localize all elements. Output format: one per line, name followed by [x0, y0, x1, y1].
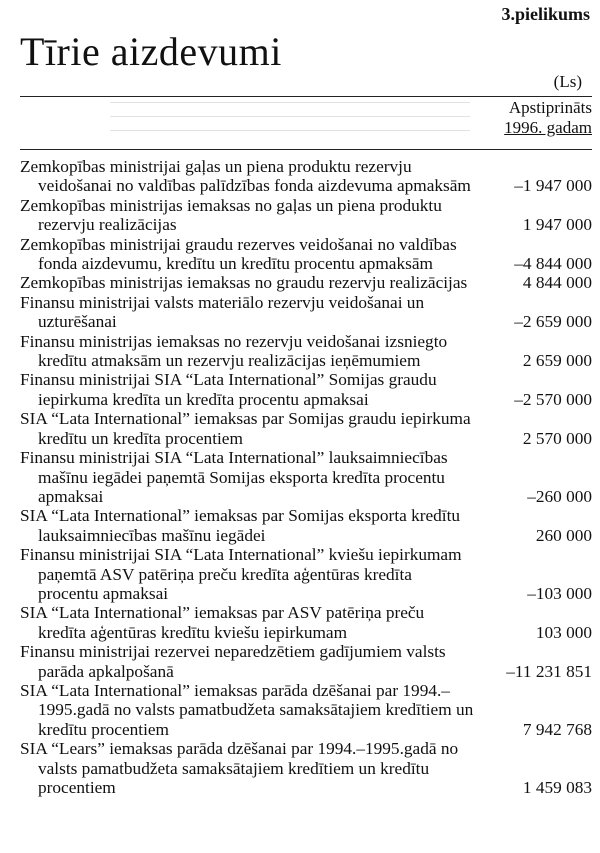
row-value: 7 942 768 — [522, 719, 592, 739]
row-description: Finansu ministrijai rezervei neparedzētiem gadījumiem valsts parāda apkalpošanā — [20, 642, 446, 681]
faded-print-artifact — [110, 102, 470, 144]
table-row — [20, 506, 592, 545]
row-value: –4 844 000 — [514, 254, 592, 274]
table-row — [20, 448, 592, 506]
row-value: –1 947 000 — [514, 176, 592, 196]
row-value: 2 570 000 — [522, 428, 592, 448]
table-row — [20, 642, 592, 681]
table-row — [20, 370, 592, 409]
table-row — [20, 332, 592, 371]
row-description: SIA “Lears” iemaksas parāda dzēšanai par 1994.–1995.gadā no valsts pamatbudžeta samaksātajiem kredītiem un kredītu procentiem — [20, 739, 459, 797]
table-row — [20, 196, 592, 235]
table-row — [20, 235, 592, 274]
row-description: SIA “Lata International” iemaksas par ASV patēriņa preču kredīta aģentūras kredītu kviešu iepirkumam — [20, 603, 425, 642]
row-description: Finansu ministrijas iemaksas no rezervju veidošanai izsniegto kredītu atmaksām un rezervju realizācijas ieņēmumiem — [20, 331, 448, 371]
row-description: Finansu ministrijai SIA “Lata International” kviešu iepirkumam paņemtā ASV patēriņa preču kredīta aģentūras kredīta procentu apmaksai — [20, 545, 462, 603]
header-rule-top — [20, 96, 592, 97]
row-description: Zemkopības ministrijas iemaksas no graudu rezervju realizācijas — [20, 273, 468, 293]
row-value: 1 459 083 — [522, 778, 592, 797]
annex-label: 3.pielikums — [501, 4, 590, 24]
loans-table — [20, 157, 592, 797]
row-description: SIA “Lata International” iemaksas parāda dzēšanai par 1994.–1995.gadā no valsts pamatbudžeta samaksātajiem kredītiem un kredītu procentiem — [20, 680, 474, 739]
row-value: –103 000 — [527, 583, 592, 603]
table-row — [20, 157, 592, 196]
row-value: –11 231 851 — [506, 661, 592, 681]
row-value: –260 000 — [527, 486, 592, 506]
row-value: –2 570 000 — [514, 389, 592, 409]
table-row — [20, 409, 592, 448]
row-description: Zemkopības ministrijai gaļas un piena produktu rezervju veidošanai no valdības palīdzības fonda aizdevuma apmaksām — [20, 157, 471, 196]
approved-line-2: 1996. gadam — [504, 118, 592, 137]
approved-column-header — [432, 98, 592, 138]
row-description: Zemkopības ministrijas iemaksas no gaļas un piena produktu rezervju realizācijas — [20, 195, 442, 235]
row-description: SIA “Lata International” iemaksas par Somijas eksporta kredītu lauksaimniecības mašīnu iegādei — [20, 506, 461, 545]
table-row — [20, 603, 592, 642]
row-description: SIA “Lata International” iemaksas par Somijas graudu iepirkuma kredītu un kredīta procentiem — [20, 409, 471, 448]
table-row — [20, 545, 592, 603]
table-row — [20, 273, 592, 292]
row-value: 1 947 000 — [522, 215, 592, 235]
row-description: Finansu ministrijai SIA “Lata International” lauksaimniecības mašīnu iegādei paņemtā Somijas eksporta kredīta procentu apmaksai — [20, 448, 448, 506]
row-value: 2 659 000 — [522, 351, 592, 371]
currency-unit: (Ls) — [553, 72, 582, 91]
row-value: 103 000 — [535, 622, 592, 642]
row-description: Zemkopības ministrijai graudu rezerves veidošanai no valdības fonda aizdevumu, kredītu un kredītu procentu apmaksām — [20, 234, 457, 274]
row-value: –2 659 000 — [514, 312, 592, 332]
table-row — [20, 739, 592, 797]
row-value: 4 844 000 — [522, 273, 592, 293]
row-value: 260 000 — [535, 525, 592, 545]
page-title: Tīrie aizdevumi — [20, 29, 282, 74]
table-row — [20, 681, 592, 739]
row-description: Finansu ministrijai valsts materiālo rezervju veidošanai un uzturēšanai — [20, 292, 425, 332]
header-rule-bottom — [20, 149, 592, 150]
row-description: Finansu ministrijai SIA “Lata International” Somijas graudu iepirkuma kredīta un kredīta procentu apmaksai — [20, 370, 437, 409]
approved-line-1: Apstiprināts — [508, 98, 592, 117]
table-row — [20, 293, 592, 332]
